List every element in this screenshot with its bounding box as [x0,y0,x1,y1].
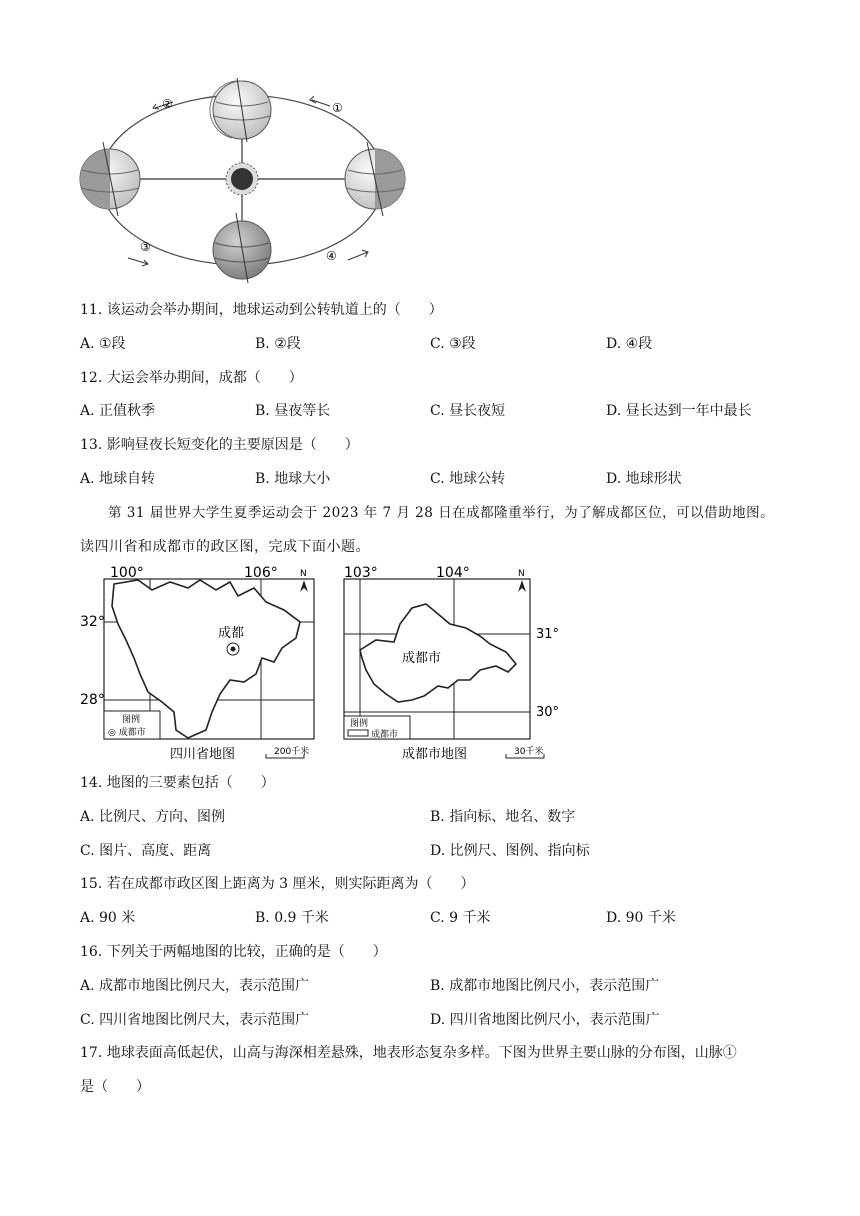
arrow-label-3: ③ [140,240,151,254]
question-stem: 若在成都市政区图上距离为 3 厘米，则实际距离为（ ） [106,876,475,892]
question-number: 11. [80,302,103,318]
intro-paragraph [80,496,800,564]
legend-title: 图例 [122,715,141,725]
question-number: 12. [80,370,103,386]
lat-label-32: 32° [80,614,105,630]
earth-right-icon [345,142,405,216]
scale-label: 30千米 [514,747,544,757]
option-a[interactable]: A. ①段 [80,336,126,352]
arrow-label-2: ② [162,97,173,111]
sichuan-province-map [78,562,318,762]
option-a[interactable]: A. 90 米 [80,910,136,926]
legend-item: ◎ 成都市 [108,728,146,738]
sun-icon [226,163,258,195]
option-a[interactable]: A. 地球自转 [80,471,156,487]
arrow-label-1: ① [332,101,343,115]
intro-line-2: 读四川省和成都市的政区图，完成下面小题。 [80,539,370,555]
option-d[interactable]: D. 比例尺、图例、指向标 [430,843,590,859]
option-c[interactable]: C. 四川省地图比例尺大，表示范围广 [80,1012,310,1028]
question-number: 13. [80,437,103,453]
question-17-line-2 [80,1076,150,1096]
question-11 [80,299,443,319]
option-b[interactable]: B. ②段 [255,336,301,352]
arrow-label-4: ④ [326,249,337,263]
option-a[interactable]: A. 比例尺、方向、图例 [80,809,226,825]
option-c[interactable]: C. 地球公转 [430,471,506,487]
legend-item: 成都市 [371,730,399,740]
option-d[interactable]: D. 90 千米 [606,910,676,926]
scale-label: 200千米 [274,747,310,757]
option-b[interactable]: B. 指向标、地名、数字 [430,809,576,825]
earth-top-icon [210,78,271,142]
option-b[interactable]: B. 成都市地图比例尺小，表示范围广 [430,978,660,994]
map-caption: 成都市地图 [402,747,468,762]
question-15 [80,873,475,893]
lon-label-103: 103° [344,565,378,581]
option-b[interactable]: B. 地球大小 [255,471,331,487]
option-c[interactable]: C. 昼长夜短 [430,403,506,419]
lat-label-31: 31° [536,627,560,642]
question-number: 17. [80,1045,103,1061]
lon-label-106: 106° [244,565,278,581]
option-c[interactable]: C. 图片、高度、距离 [80,843,212,859]
question-stem-line-2: 是（ ） [80,1079,150,1095]
option-d[interactable]: D. 地球形状 [606,471,682,487]
svg-text:N: N [300,569,307,579]
question-number: 15. [80,876,103,892]
earth-orbit-diagram [70,78,415,288]
lon-label-104: 104° [436,565,470,581]
option-d[interactable]: D. 四川省地图比例尺小，表示范围广 [430,1012,660,1028]
question-13 [80,434,359,454]
option-c[interactable]: C. 9 千米 [430,910,491,926]
lat-label-28: 28° [80,692,105,708]
question-number: 16. [80,944,103,960]
question-stem: 大运会举办期间，成都（ ） [106,370,303,386]
question-stem-line-1: 地球表面高低起伏，山高与海深相差悬殊，地表形态复杂多样。下图为世界主要山脉的分布图，山脉① [106,1045,737,1061]
option-b[interactable]: B. 昼夜等长 [255,403,331,419]
lon-label-100: 100° [110,565,144,581]
earth-bottom-icon [213,213,271,283]
chengdu-city-label: 成都市 [402,651,442,666]
question-17 [80,1042,737,1062]
option-d[interactable]: D. 昼长达到一年中最长 [606,403,752,419]
option-a[interactable]: A. 成都市地图比例尺大，表示范围广 [80,978,310,994]
chengdu-city-map [340,562,580,762]
chengdu-label: 成都 [218,626,245,641]
question-stem: 地图的三要素包括（ ） [106,775,275,791]
question-number: 14. [80,775,103,791]
intro-line-1: 第 31 届世界大学生夏季运动会于 2023 年 7 月 28 日在成都隆重举行，为了解成都区位，可以借助地图。 [108,505,775,521]
question-12 [80,367,303,387]
lat-label-30: 30° [536,705,560,720]
option-a[interactable]: A. 正值秋季 [80,403,156,419]
option-b[interactable]: B. 0.9 千米 [255,910,329,926]
question-16 [80,941,387,961]
earth-left-icon [80,142,140,216]
svg-text:N: N [518,569,525,579]
question-14 [80,772,275,792]
question-stem: 该运动会举办期间，地球运动到公转轨道上的（ ） [106,302,443,318]
option-c[interactable]: C. ③段 [430,336,476,352]
legend-title: 图例 [350,719,369,729]
option-d[interactable]: D. ④段 [606,336,653,352]
map-caption: 四川省地图 [170,747,236,762]
question-stem: 下列关于两幅地图的比较，正确的是（ ） [106,944,387,960]
question-stem: 影响昼夜长短变化的主要原因是（ ） [106,437,359,453]
